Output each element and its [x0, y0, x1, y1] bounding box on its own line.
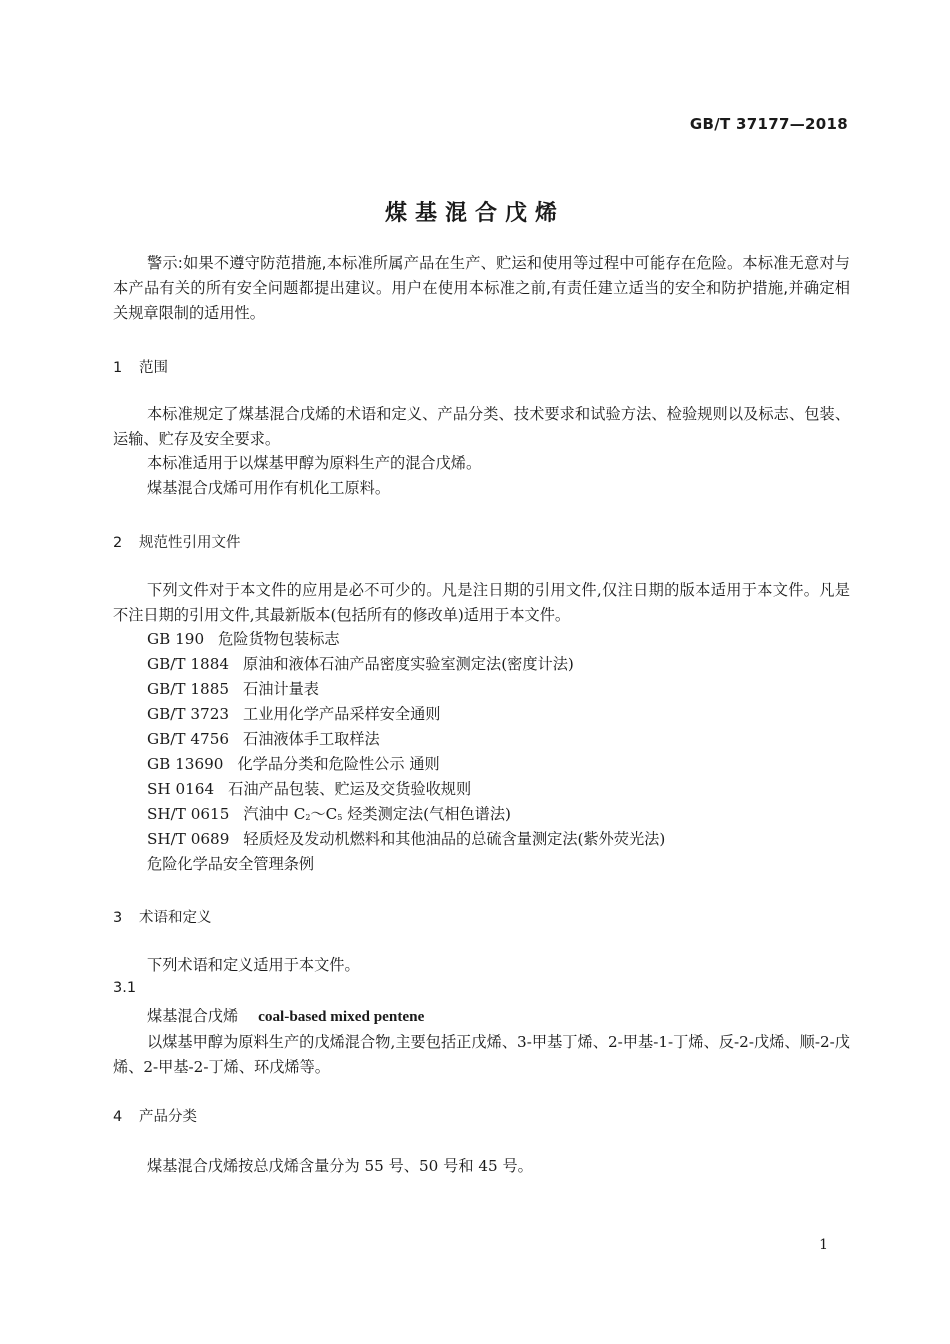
- reference-title: 石油计量表: [243, 680, 319, 698]
- section-3-heading: [113, 906, 212, 927]
- term-chinese: 煤基混合戊烯: [147, 1007, 239, 1025]
- reference-title: 石油产品包装、贮运及交货验收规则: [228, 780, 472, 798]
- section-2-title: 规范性引用文件: [139, 535, 241, 551]
- page-number: 1: [819, 1237, 828, 1253]
- subscript: 2: [305, 813, 311, 822]
- reference-code: SH/T 0689: [147, 830, 230, 848]
- reference-title: 石油液体手工取样法: [243, 730, 380, 748]
- section-4-heading: [113, 1105, 197, 1126]
- reference-code: GB/T 4756: [147, 730, 230, 748]
- term-entry: [147, 1005, 424, 1026]
- warning-paragraph: 警示:如果不遵守防范措施,本标准所属产品在生产、贮运和使用等过程中可能存在危险。本标准无意对与本产品有关的所有安全问题都提出建议。用户在使用本标准之前,有责任建立适当的安全和防护措施,并确定相关规章限制的适用性。: [113, 254, 850, 322]
- document-title: 煤基混合戊烯: [384, 201, 565, 226]
- reference-title: 工业用化学产品采样安全通则: [243, 705, 441, 723]
- term-english: coal-based mixed pentene: [258, 1008, 425, 1025]
- standard-code: GB/T 37177—2018: [689, 115, 848, 133]
- reference-title: 化学品分类和危险性公示 通则: [237, 755, 440, 773]
- reference-item: [147, 653, 574, 674]
- classification-paragraph: 煤基混合戊烯按总戊烯含量分为 55 号、50 号和 45 号。: [147, 1157, 533, 1175]
- reference-code: GB 13690: [147, 755, 224, 773]
- reference-code: GB/T 3723: [147, 705, 230, 723]
- reference-item: [147, 753, 440, 774]
- reference-item: [147, 628, 340, 649]
- reference-item: [147, 803, 511, 824]
- terms-intro: 下列术语和定义适用于本文件。: [147, 956, 360, 974]
- reference-title: 危险货物包装标志: [218, 630, 340, 648]
- section-1-number: 1: [113, 360, 123, 376]
- reference-item: [147, 703, 440, 724]
- reference-item: [147, 728, 380, 749]
- section-2-heading: [113, 531, 241, 552]
- reference-item: [147, 678, 319, 699]
- reference-code: GB/T 1885: [147, 680, 230, 698]
- reference-code: GB/T 1884: [147, 655, 230, 673]
- section-1-heading: [113, 356, 168, 377]
- term-definition: 以煤基甲醇为原料生产的戊烯混合物,主要包括正戊烯、3-甲基丁烯、2-甲基-1-丁烯、反-2-戊烯、顺-2-戊烯、2-甲基-2-丁烯、环戊烯等。: [113, 1033, 850, 1076]
- section-2-number: 2: [113, 535, 123, 551]
- subscript: 5: [337, 813, 343, 822]
- scope-paragraph-2: 本标准适用于以煤基甲醇为原料生产的混合戊烯。: [147, 454, 482, 472]
- section-3-number: 3: [113, 910, 123, 926]
- reference-item: [147, 778, 471, 799]
- section-4-number: 4: [113, 1109, 123, 1125]
- reference-title-mid: ～C: [310, 805, 338, 823]
- reference-title: 原油和液体石油产品密度实验室测定法(密度计法): [243, 655, 574, 673]
- section-3-title: 术语和定义: [139, 910, 212, 926]
- reference-code: GB 190: [147, 630, 205, 648]
- reference-title-pre: 汽油中 C: [243, 805, 306, 823]
- scope-paragraph-3: 煤基混合戊烯可用作有机化工原料。: [147, 479, 390, 497]
- reference-item: [147, 828, 665, 849]
- reference-title: 轻质烃及发动机燃料和其他油品的总硫含量测定法(紫外荧光法): [243, 830, 666, 848]
- reference-title-post: 烃类测定法(气相色谱法): [342, 805, 511, 823]
- reference-code: SH 0164: [147, 780, 215, 798]
- regulation-reference: 危险化学品安全管理条例: [147, 855, 315, 873]
- scope-paragraph-1: 本标准规定了煤基混合戊烯的术语和定义、产品分类、技术要求和试验方法、检验规则以及标志、包装、运输、贮存及安全要求。: [113, 405, 850, 448]
- references-intro: 下列文件对于本文件的应用是必不可少的。凡是注日期的引用文件,仅注日期的版本适用于本文件。凡是不注日期的引用文件,其最新版本(包括所有的修改单)适用于本文件。: [113, 581, 850, 624]
- section-4-title: 产品分类: [139, 1109, 197, 1125]
- reference-code: SH/T 0615: [147, 805, 230, 823]
- term-number: 3.1: [113, 980, 137, 996]
- section-1-title: 范围: [139, 360, 168, 376]
